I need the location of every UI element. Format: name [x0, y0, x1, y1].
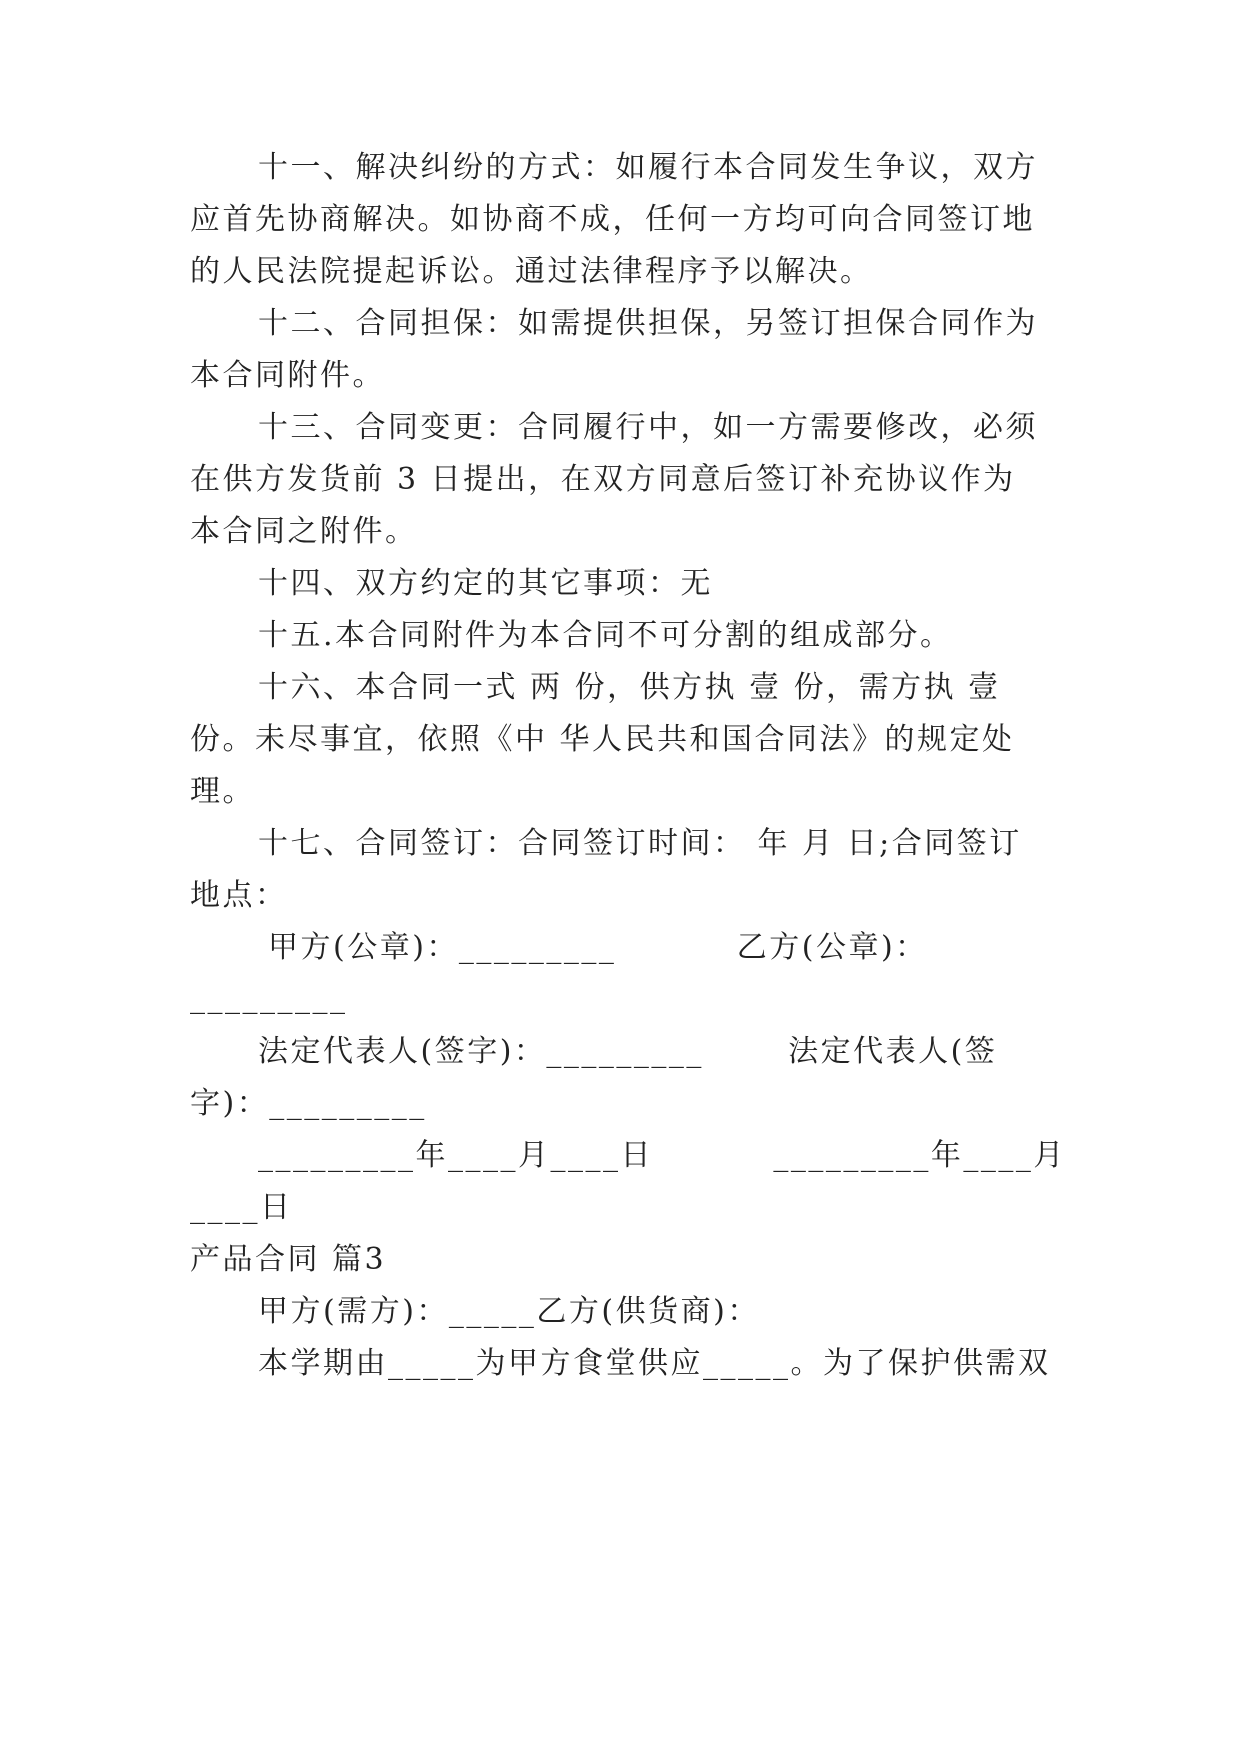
- text-line: 应首先协商解决。如协商不成，任何一方均可向合同签订地: [190, 202, 1035, 237]
- text-line: 理。: [190, 774, 255, 809]
- text-line: 十五.本合同附件为本合同不可分割的组成部分。: [258, 618, 953, 653]
- text-line: 在供方发货前 3 日提出，在双方同意后签订补充协议作为: [190, 462, 1016, 497]
- text-line: ____日: [190, 1190, 293, 1225]
- text-line: 十二、合同担保：如需提供担保，另签订担保合同作为: [258, 306, 1038, 341]
- text-line: 十四、双方约定的其它事项：无: [258, 566, 713, 601]
- text-line: 十三、合同变更：合同履行中，如一方需要修改，必须: [258, 410, 1038, 445]
- signature-line-seals: 甲方(公章)：_________ 乙方(公章)：: [268, 930, 928, 965]
- signature-blank: _________: [190, 980, 348, 1015]
- text-line: 本合同附件。: [190, 358, 385, 393]
- text-line: 字)：_________: [190, 1086, 427, 1121]
- text-line: 十六、本合同一式 两 份，供方执 壹 份，需方执 壹: [258, 670, 1001, 705]
- text-line: 甲方(需方)：_____乙方(供货商)：: [258, 1294, 760, 1329]
- text-line: 的人民法院提起诉讼。通过法律程序予以解决。: [190, 254, 873, 289]
- text-line: 本学期由_____为甲方食堂供应_____。为了保护供需双: [258, 1346, 1051, 1381]
- text-line: 十七、合同签订：合同签订时间： 年 月 日;合同签订: [258, 826, 1022, 861]
- text-line: 地点：: [190, 878, 288, 913]
- text-line: 份。未尽事宜，依照《中 华人民共和国合同法》的规定处: [190, 722, 1015, 757]
- signature-line-representatives: 法定代表人(签字)：_________ 法定代表人(签: [258, 1034, 998, 1069]
- section-heading: 产品合同 篇3: [190, 1242, 387, 1277]
- signature-line-dates: _________年____月____日 _________年____月: [258, 1138, 1066, 1173]
- text-line: 十一、解决纠纷的方式：如履行本合同发生争议，双方: [258, 150, 1038, 185]
- text-line: 本合同之附件。: [190, 514, 418, 549]
